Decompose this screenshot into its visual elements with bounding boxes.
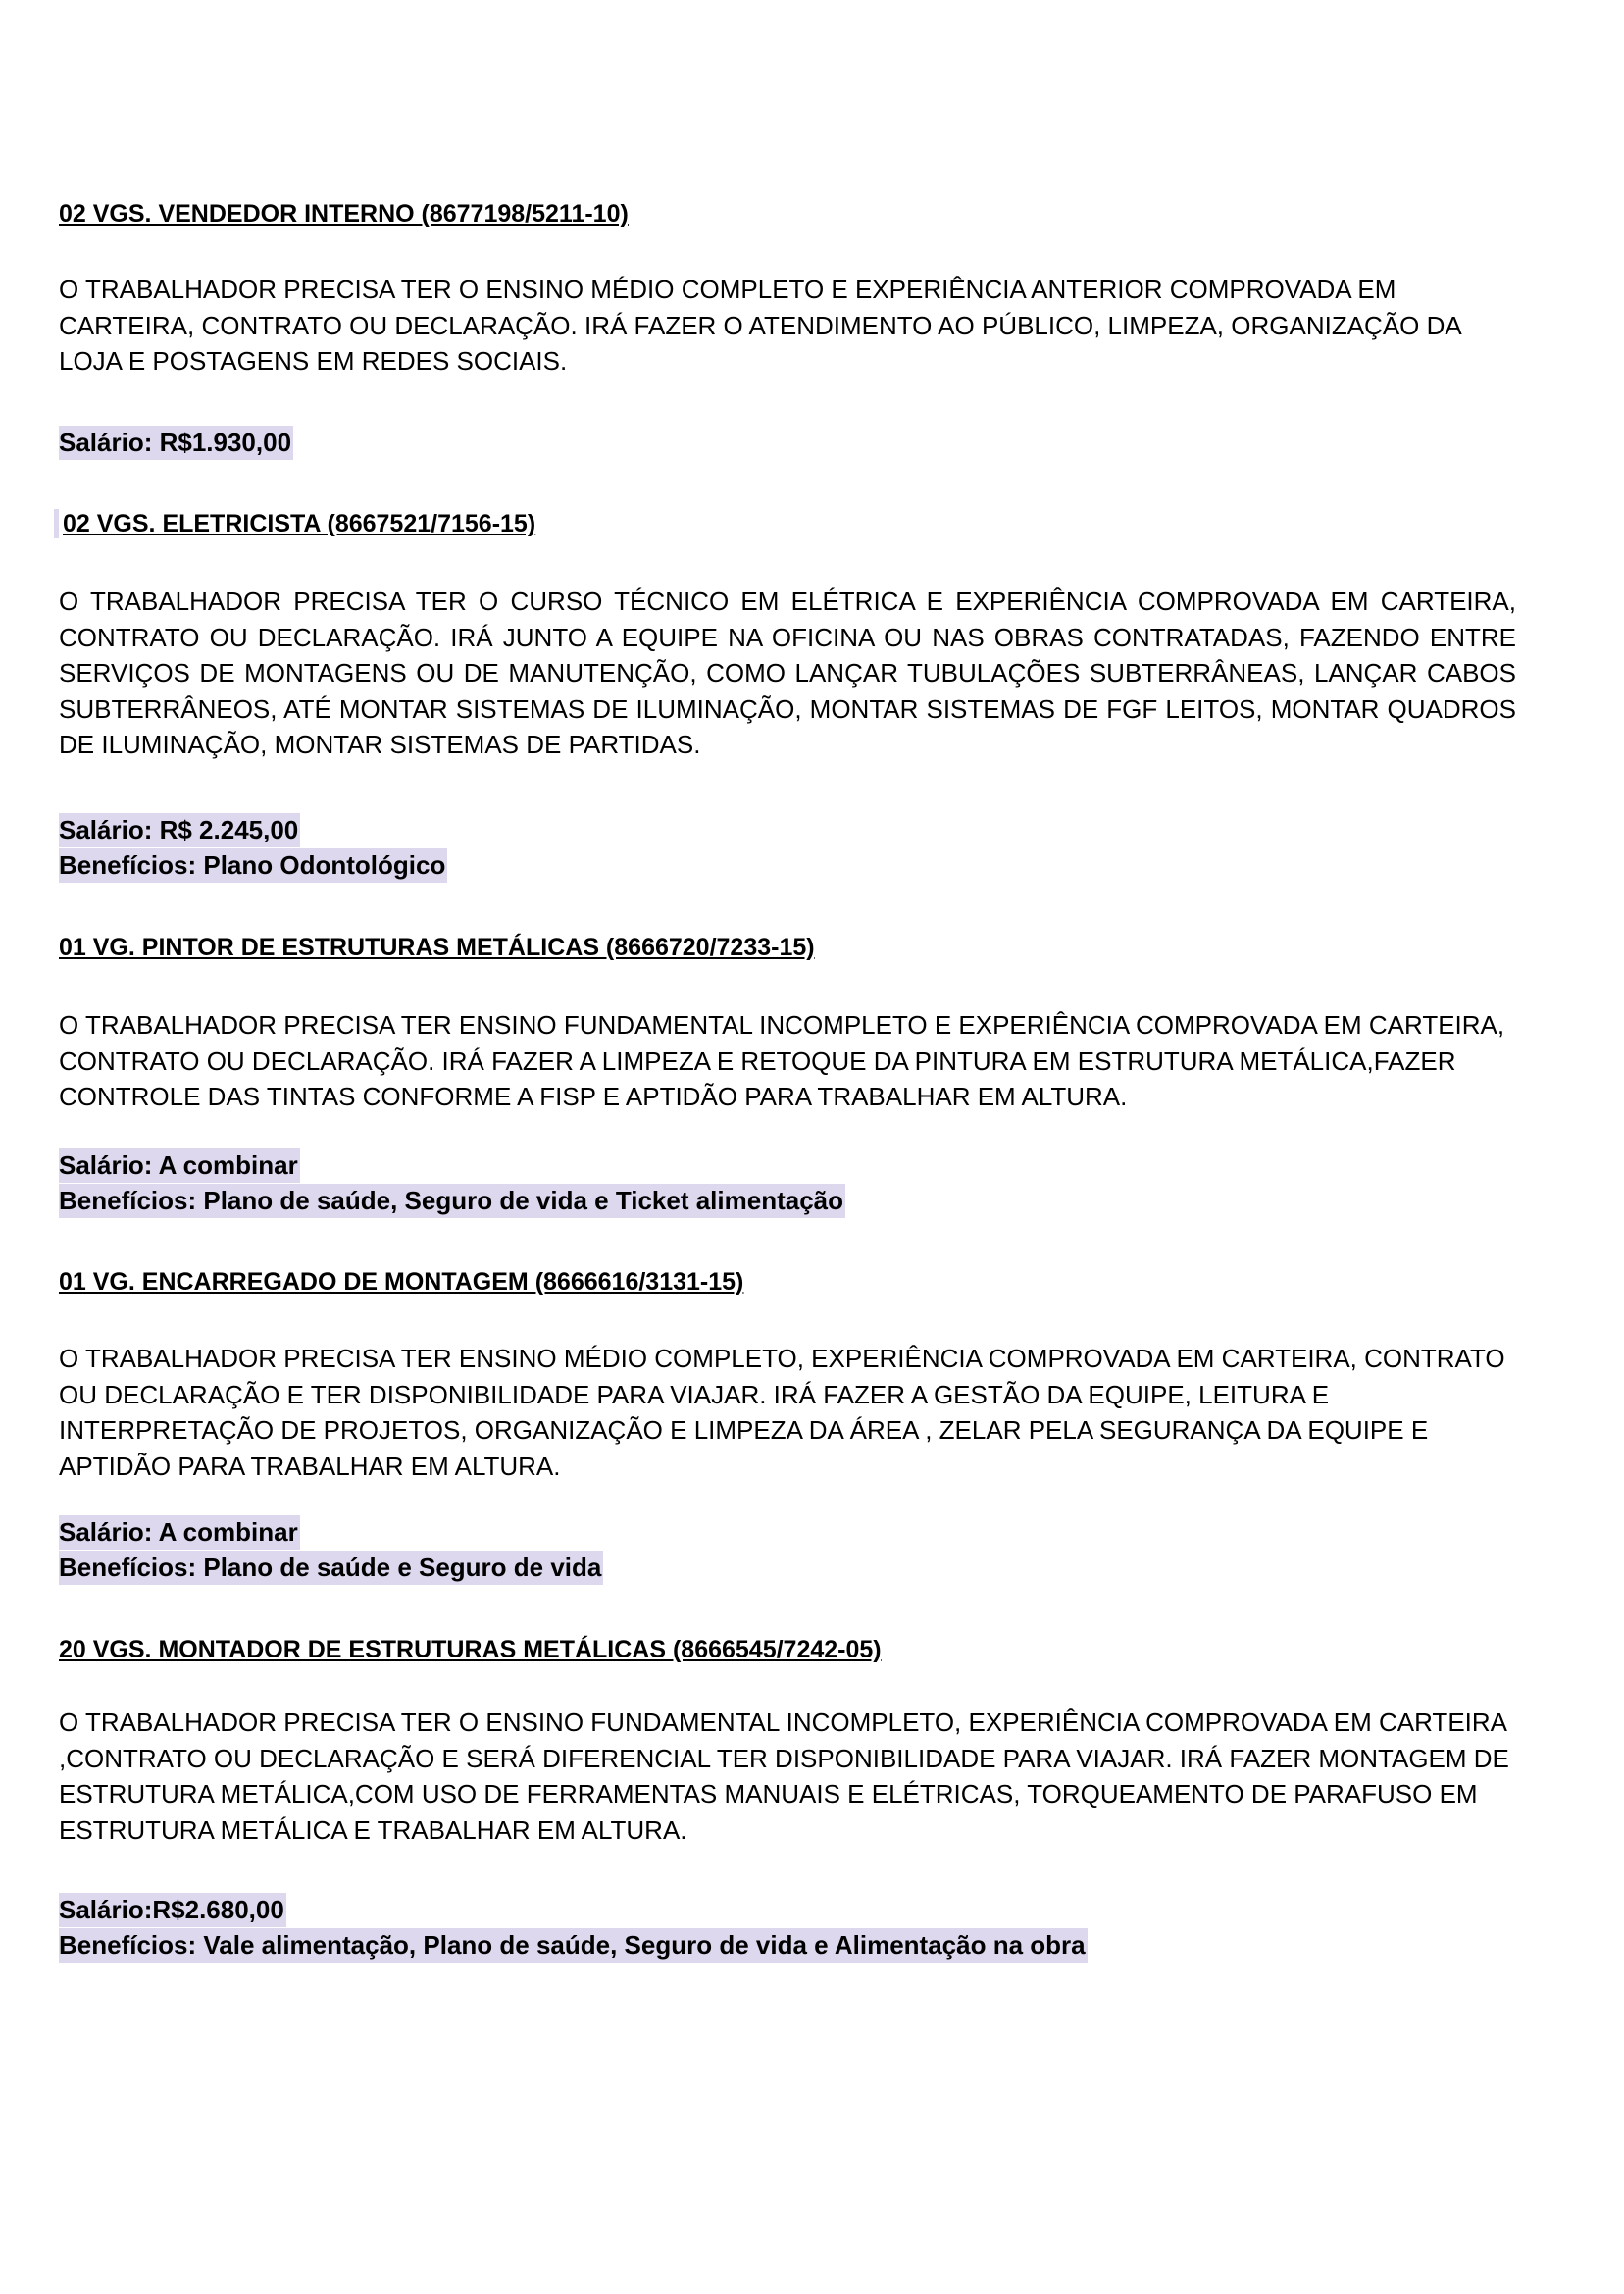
job-description: O TRABALHADOR PRECISA TER O ENSINO MÉDIO COMPLETO E EXPERIÊNCIA ANTERIOR COMPROVADA EM CARTEIRA, CONTRATO OU DECLARAÇÃO. IRÁ FAZER O ATENDIMENTO AO PÚBLICO, LIMPEZA, ORGANIZAÇÃO DA LOJA E POSTAGENS EM REDES SOCIAIS. [59,275,1461,376]
job-salary: Salário: R$1.930,00 [59,425,1516,460]
job-title: 02 VGS. VENDEDOR INTERNO (8677198/5211-10) [59,200,629,228]
job-title: 01 VG. PINTOR DE ESTRUTURAS METÁLICAS (8666720/7233-15) [59,934,815,961]
job-title: 20 VGS. MONTADOR DE ESTRUTURAS METÁLICAS (8666545/7242-05) [59,1636,882,1663]
job-description: O TRABALHADOR PRECISA TER O ENSINO FUNDAMENTAL INCOMPLETO, EXPERIÊNCIA COMPROVADA EM CARTEIRA ,CONTRATO OU DECLARAÇÃO E SERÁ DIFERENCIAL TER DISPONIBILIDADE PARA VIAJAR. IRÁ FAZER MONTAGEM DE ESTRUTURA METÁLICA,COM USO DE FERRAMENTAS MANUAIS E ELÉTRICAS, TORQUEAMENTO DE PARAFUSO EM ESTRUTURA METÁLICA E TRABALHAR EM ALTURA. [59,1708,1509,1845]
job-benefits: Benefícios: Vale alimentação, Plano de saúde, Seguro de vida e Alimentação na obra [59,1927,1516,1963]
job-benefits: Benefícios: Plano Odontológico [59,847,1516,883]
job-description: O TRABALHADOR PRECISA TER ENSINO MÉDIO COMPLETO, EXPERIÊNCIA COMPROVADA EM CARTEIRA, CONTRATO OU DECLARAÇÃO E TER DISPONIBILIDADE PARA VIAJAR. IRÁ FAZER A GESTÃO DA EQUIPE, LEITURA E INTERPRETAÇÃO DE PROJETOS, ORGANIZAÇÃO E LIMPEZA DA ÁREA , ZELAR PELA SEGURANÇA DA EQUIPE E APTIDÃO PARA TRABALHAR EM ALTURA. [59,1344,1505,1481]
job-benefits: Benefícios: Plano de saúde, Seguro de vida e Ticket alimentação [59,1183,1516,1218]
job-description: O TRABALHADOR PRECISA TER O CURSO TÉCNICO EM ELÉTRICA E EXPERIÊNCIA COMPROVADA EM CARTEIRA, CONTRATO OU DECLARAÇÃO. IRÁ JUNTO A EQUIPE NA OFICINA OU NAS OBRAS CONTRATADAS, FAZENDO ENTRE SERVIÇOS DE MONTAGENS OU DE MANUTENÇÃO, COMO LANÇAR TUBULAÇÕES SUBTERRÂNEAS, LANÇAR CABOS SUBTERRÂNEOS, ATÉ MONTAR SISTEMAS DE ILUMINAÇÃO, MONTAR SISTEMAS DE FGF LEITOS, MONTAR QUADROS DE ILUMINAÇÃO, MONTAR SISTEMAS DE PARTIDAS. [59,586,1516,759]
job-description: O TRABALHADOR PRECISA TER ENSINO FUNDAMENTAL INCOMPLETO E EXPERIÊNCIA COMPROVADA EM CARTEIRA, CONTRATO OU DECLARAÇÃO. IRÁ FAZER A LIMPEZA E RETOQUE DA PINTURA EM ESTRUTURA METÁLICA,FAZER CONTROLE DAS TINTAS CONFORME A FISP E APTIDÃO PARA TRABALHAR EM ALTURA. [59,1010,1505,1111]
job-title: 01 VG. ENCARREGADO DE MONTAGEM (8666616/3131-15) [59,1268,744,1296]
job-salary: Salário: A combinar [59,1147,1516,1183]
job-title: 02 VGS. ELETRICISTA (8667521/7156-15) [54,509,1520,538]
job-salary: Salário: A combinar [59,1514,1516,1550]
job-benefits: Benefícios: Plano de saúde e Seguro de vida [59,1550,1516,1585]
job-salary: Salário: R$ 2.245,00 [59,812,1516,847]
job-salary: Salário:R$2.680,00 [59,1892,1516,1927]
